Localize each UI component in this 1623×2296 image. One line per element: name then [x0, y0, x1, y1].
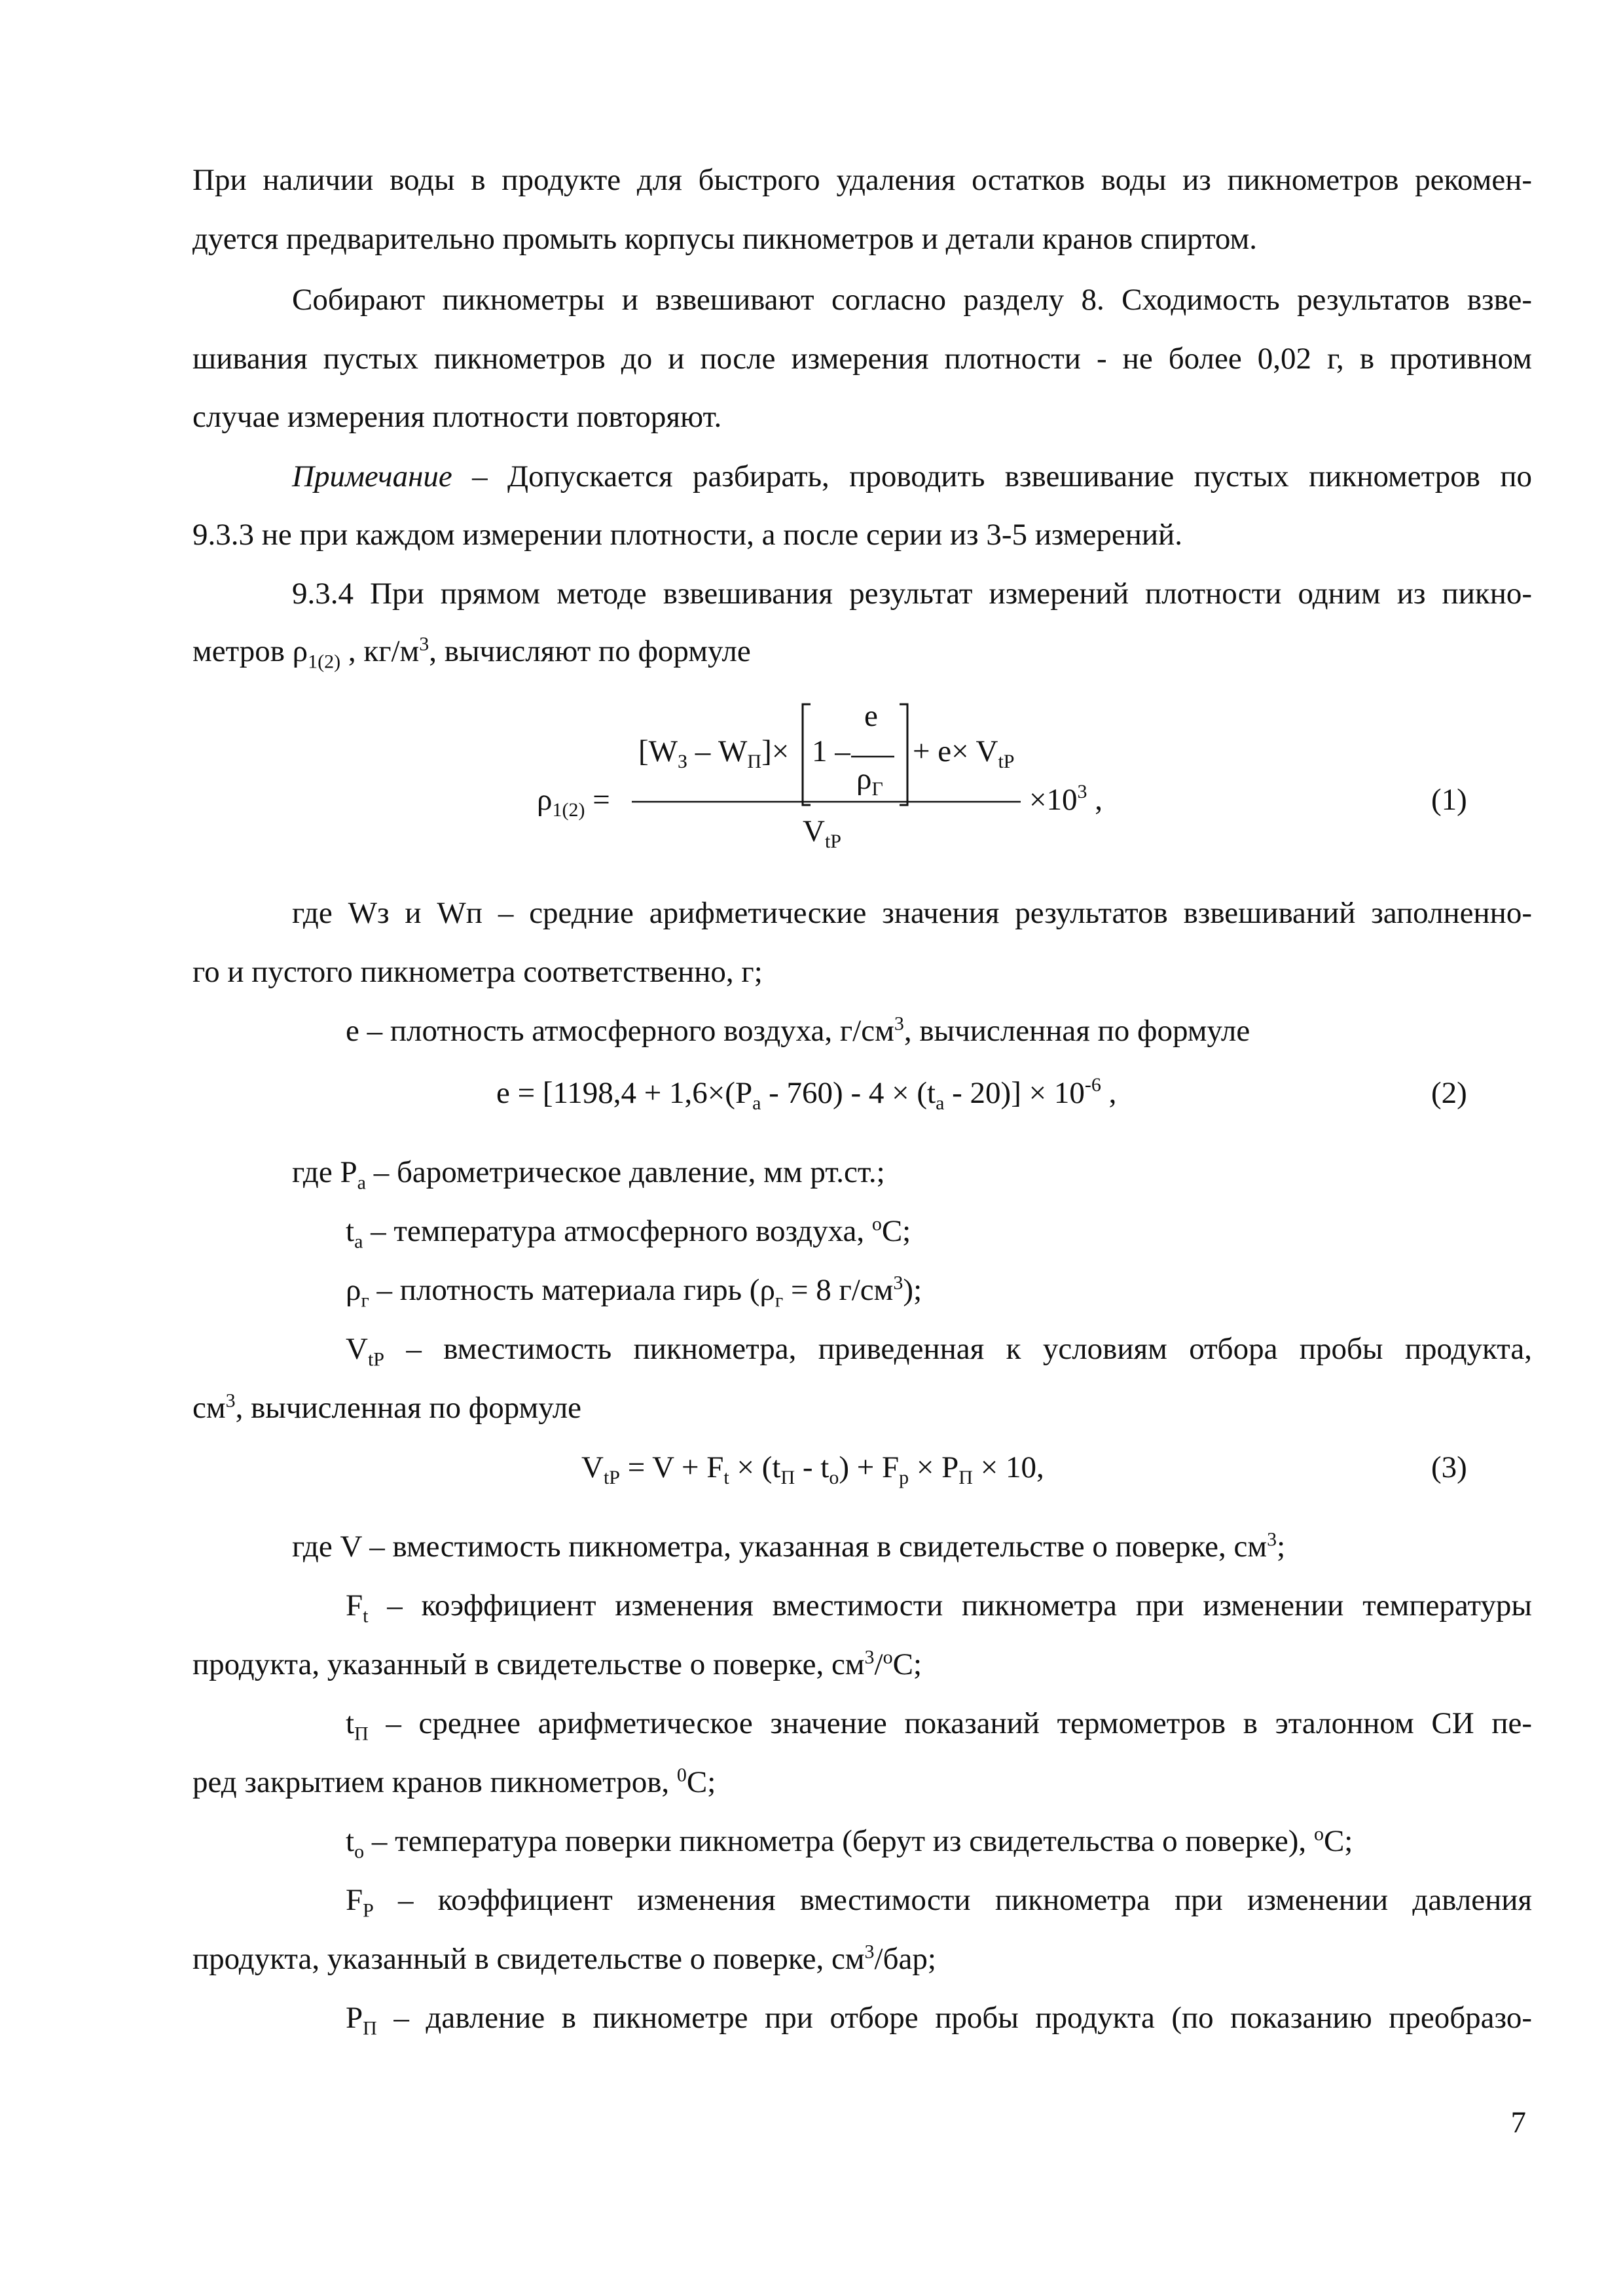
equation-number: (3) — [1431, 1450, 1467, 1484]
text: , — [1087, 783, 1103, 817]
text: , вычисленная по формуле — [903, 1014, 1250, 1048]
formula-lhs — [537, 780, 610, 823]
text: С; — [892, 1647, 922, 1681]
text: – вместимость пикнометра, приведенная к условиям отбора пробы продукта, — [384, 1332, 1532, 1366]
text: ρ — [346, 1273, 361, 1307]
text: ред закрытием кранов пикнометров, — [192, 1765, 677, 1799]
text: - t — [795, 1450, 830, 1484]
subscript: 1(2) — [552, 799, 585, 821]
text: продукта, указанный в свидетельстве о поверке, см — [192, 1942, 865, 1976]
paragraph-line — [192, 1378, 1532, 1438]
text: F — [346, 1588, 363, 1623]
text: С; — [881, 1214, 911, 1248]
text: ); — [903, 1273, 922, 1307]
text: × (t — [729, 1450, 781, 1484]
text: ×10 — [1029, 783, 1078, 817]
paragraph-line — [346, 1694, 1532, 1753]
text: – W — [687, 734, 748, 768]
paragraph-line: шивания пустых пикнометров до и после измерения плотности - не более 0,02 г, в противном — [192, 342, 1532, 376]
formula-3 — [581, 1448, 1044, 1491]
superscript: 3 — [1077, 781, 1087, 802]
superscript: 3 — [419, 633, 429, 655]
subscript: a — [936, 1092, 945, 1114]
text: см — [192, 1391, 226, 1425]
one-minus: 1 – — [812, 734, 850, 768]
text: – коэффициент изменения вместимости пикнометра при изменении температуры — [368, 1588, 1532, 1623]
subscript: a — [354, 1230, 363, 1253]
text: × 10, — [972, 1450, 1044, 1484]
text: [W — [638, 734, 678, 768]
note-line — [292, 447, 1532, 507]
paragraph-line — [346, 1812, 1586, 1871]
subscript: P — [363, 1899, 374, 1922]
page-number: 7 — [1510, 2106, 1526, 2140]
equals-sign: = — [593, 783, 610, 817]
fraction-denominator — [856, 759, 883, 802]
times-ten — [1029, 780, 1103, 823]
text: ) + F — [839, 1450, 900, 1484]
text: V — [346, 1332, 368, 1366]
paragraph-line: 9.3.4 При прямом методе взвешивания результат измерений плотности одним из пикно- — [292, 577, 1532, 611]
plus-e-term — [913, 732, 1015, 775]
text: - 760) - 4 × (t — [761, 1076, 936, 1110]
paragraph-line — [192, 1635, 1532, 1695]
subscript: o — [354, 1840, 365, 1863]
superscript: 3 — [894, 1013, 904, 1035]
paragraph-line: При наличии воды в продукте для быстрого удаления остатков воды из пикнометров рекомен- — [192, 163, 1532, 197]
superscript: 3 — [225, 1390, 236, 1412]
subscript: tP — [603, 1467, 620, 1488]
subscript: а — [357, 1172, 366, 1194]
subscript: p — [899, 1467, 909, 1488]
text: – коэффициент изменения вместимости пикнометра при изменении давления — [373, 1883, 1532, 1917]
text: ; — [1277, 1530, 1286, 1564]
paragraph-line — [346, 1871, 1532, 1930]
subscript: З — [678, 751, 688, 772]
superscript: 3 — [1267, 1528, 1277, 1551]
subscript: t — [363, 1605, 369, 1627]
text: t — [346, 1214, 355, 1248]
superscript: o — [871, 1213, 882, 1235]
subscript: П — [363, 2017, 377, 2039]
text: С; — [686, 1765, 716, 1799]
paragraph-line: Собирают пикнометры и взвешивают согласно разделу 8. Сходимость результатов взве- — [292, 283, 1532, 317]
text: , — [1101, 1076, 1117, 1110]
text: V — [581, 1450, 604, 1484]
subscript: г — [775, 1289, 784, 1312]
text: , кг/м — [340, 634, 420, 668]
note-label: Примечание — [292, 459, 452, 493]
paragraph-line — [292, 1143, 1532, 1202]
formula-2 — [496, 1073, 1116, 1117]
paragraph-line: го и пустого пикнометра соответственно, г; — [192, 955, 763, 989]
fraction-numerator: e — [864, 699, 878, 733]
paragraph-line: 9.3.3 не при каждом измерении плотности, а после серии из 3-5 измерений. — [192, 518, 1182, 552]
paragraph-line — [346, 1261, 1586, 1320]
rho-symbol: ρ — [856, 762, 872, 796]
text: , вычисленная по формуле — [235, 1391, 582, 1425]
text: V — [803, 814, 825, 848]
text: , вычисляют по формуле — [429, 634, 751, 668]
text: – температура атмосферного воздуха, — [363, 1214, 872, 1248]
text: = 8 г/см — [783, 1273, 894, 1307]
text: P — [346, 2001, 363, 2035]
note-text: – Допускается разбирать, проводить взвешивание пустых пикнометров по — [452, 459, 1532, 493]
subscript: 1(2) — [308, 651, 341, 673]
subscript: П — [747, 751, 762, 772]
rho-symbol: ρ — [537, 783, 553, 817]
paragraph-line: дуется предварительно промыть корпусы пикнометров и детали кранов спиртом. — [192, 222, 1257, 256]
main-denominator — [803, 812, 841, 855]
numerator-w-part — [638, 732, 789, 775]
text: t — [346, 1706, 355, 1740]
paragraph-line — [346, 1576, 1532, 1636]
paragraph-line — [192, 622, 1532, 681]
text: е – плотность атмосферного воздуха, г/см — [346, 1014, 894, 1048]
paragraph-line — [192, 1753, 1532, 1812]
paragraph-line: случае измерения плотности повторяют. — [192, 400, 722, 434]
paragraph-line — [346, 1202, 1586, 1261]
superscript: 0 — [676, 1764, 687, 1786]
superscript: -6 — [1084, 1074, 1101, 1096]
superscript: 3 — [893, 1272, 903, 1294]
subscript: t — [723, 1467, 729, 1488]
text: С; — [1323, 1824, 1353, 1858]
text: – плотность материала гирь (ρ — [369, 1273, 775, 1307]
paragraph-line: где Wз и Wп – средние арифметические значения результатов взвешиваний заполненно- — [292, 896, 1532, 930]
subscript: a — [752, 1092, 761, 1114]
superscript: 3 — [864, 1646, 875, 1668]
text: = V + F — [619, 1450, 724, 1484]
text: – температура поверки пикнометра (берут из свидетельства о поверке), — [364, 1824, 1314, 1858]
paragraph-line — [192, 1929, 1532, 1989]
subscript: П — [354, 1723, 369, 1745]
paragraph-line — [346, 1319, 1532, 1379]
text: продукта, указанный в свидетельстве о поверке, см — [192, 1647, 865, 1681]
subscript: Г — [871, 778, 883, 800]
text: метров ρ — [192, 634, 308, 668]
subscript: tP — [367, 1348, 384, 1371]
superscript: o — [1313, 1823, 1324, 1845]
text: - 20)] × 10 — [944, 1076, 1085, 1110]
text: /бар; — [874, 1942, 936, 1976]
paragraph-line — [346, 1988, 1532, 2048]
superscript: o — [883, 1646, 893, 1668]
text: – барометрическое давление, мм рт.ст.; — [365, 1155, 885, 1189]
text: – давление в пикнометре при отборе пробы продукта (по показанию преобразо- — [376, 2001, 1532, 2035]
text: + e× V — [913, 734, 998, 768]
subscript: П — [958, 1467, 973, 1488]
text: где Р — [292, 1155, 357, 1189]
main-fraction-bar — [632, 800, 1025, 804]
text: t — [346, 1824, 355, 1858]
text: / — [874, 1647, 883, 1681]
text: F — [346, 1883, 363, 1917]
subscript: П — [780, 1467, 795, 1488]
subscript: o — [829, 1467, 839, 1488]
equation-number: (2) — [1431, 1076, 1467, 1110]
paragraph-line — [292, 1517, 1532, 1577]
text: × P — [909, 1450, 959, 1484]
subscript: г — [361, 1289, 369, 1312]
text: где V – вместимость пикнометра, указанная в свидетельстве о поверке, см — [292, 1530, 1267, 1564]
paragraph-line — [346, 1001, 1586, 1061]
equation-number: (1) — [1431, 783, 1467, 817]
text: е = [1198,4 + 1,6×(Р — [496, 1076, 753, 1110]
text: ]× — [761, 734, 790, 768]
superscript: 3 — [864, 1941, 875, 1963]
subscript: tP — [824, 831, 841, 852]
text: – среднее арифметическое значение показаний термометров в эталонном СИ пе- — [368, 1706, 1532, 1740]
subscript: tP — [998, 751, 1015, 772]
